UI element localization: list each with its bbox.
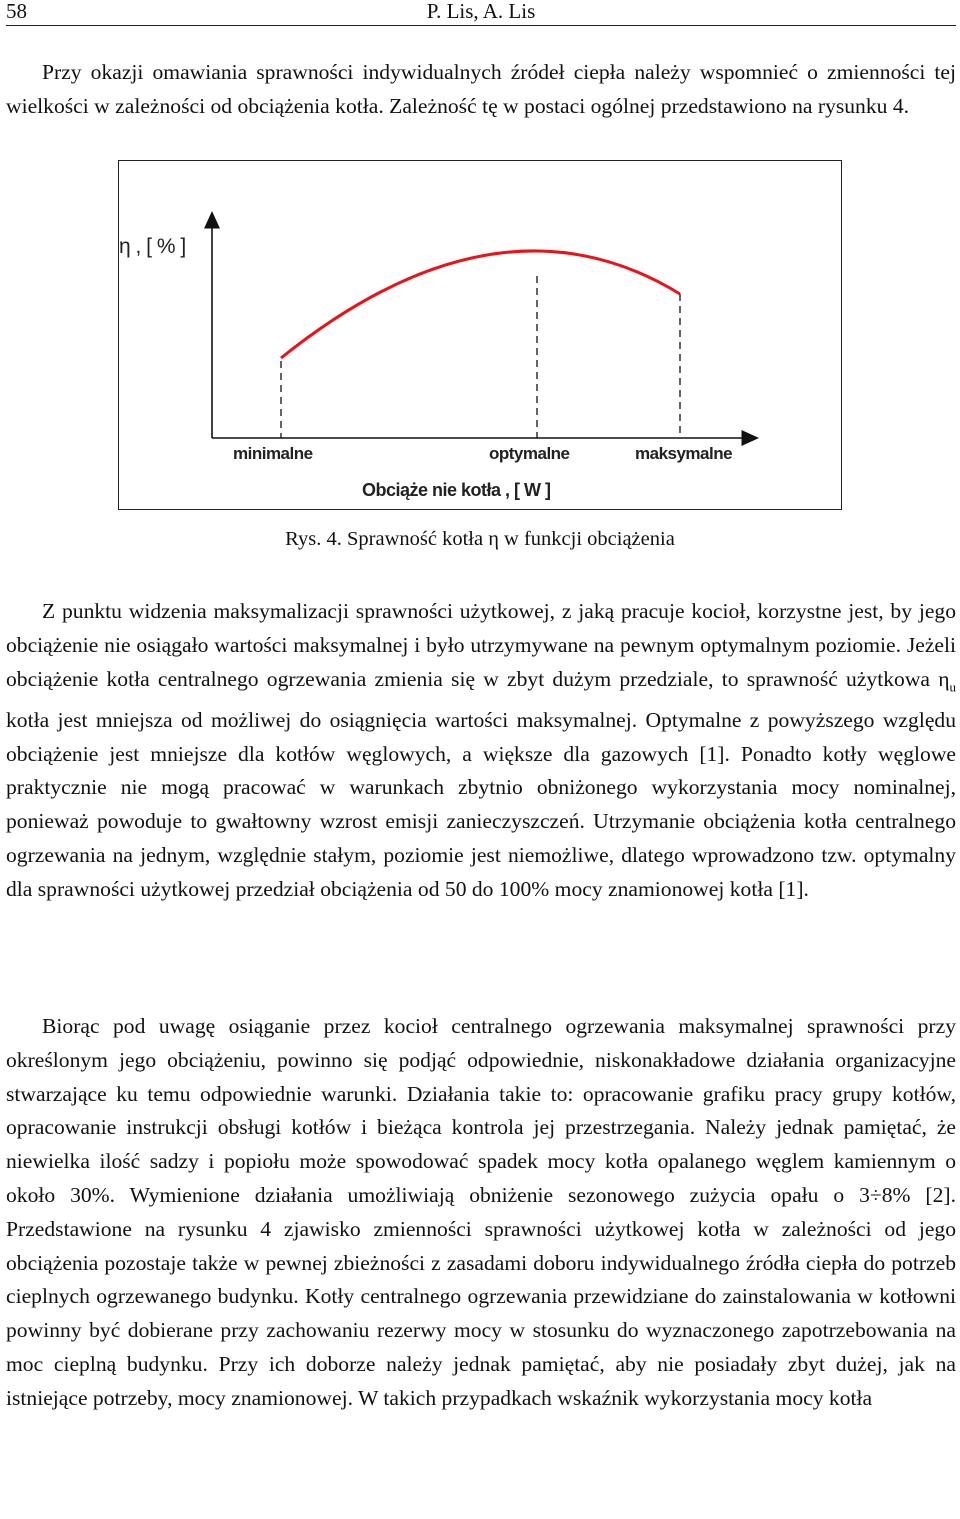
paragraph-1-part-2: kotła jest mniejsza od możliwej do osiągnięcia wartości maksymalnej. Optymalne z powyższego względu obciążenie jest mniejsze dla kotłów węglowych, a większe dla gazowych [1]. Ponadto kotły węglowe praktycznie nie mogą pracować w warunkach zbytnio obniżonego wykorzystania mocy nominalnej, ponieważ powoduje to gwałtowny wzrost emisji zanieczyszczeń. Utrzymanie obciążenia kotła centralnego ogrzewania na jednym, względnie stałym, poziomie jest niemożliwe, dlatego wprowadzono tzw. optymalny dla sprawności użytkowej przedział obciążenia od 50 do 100% mocy znamionowej kotła [1]. xyxy=(6,707,956,901)
figure-caption: Rys. 4. Sprawność kotła η w funkcji obciążenia xyxy=(285,528,675,550)
page-number: 58 xyxy=(6,0,27,23)
running-head-authors: P. Lis, A. Lis xyxy=(426,0,536,23)
x-tick-optimal: optymalne xyxy=(489,444,570,463)
y-axis-label: η , [ % ] xyxy=(119,235,186,258)
efficiency-curve xyxy=(281,251,680,358)
x-axis-title: Obciąże nie kotła , [ W ] xyxy=(362,480,551,500)
figure-4-efficiency-chart xyxy=(118,160,842,510)
body-paragraph-1 xyxy=(6,595,956,906)
body-paragraph-2: Biorąc pod uwagę osiąganie przez kocioł centralnego ogrzewania maksymalnej sprawności przy określonym jego obciążeniu, powinno się podjąć odpowiednie, niskonakładowe działania organizacyjne stwarzające ku temu odpowiednie warunki. Działania takie to: opracowanie grafiku pracy grupy kotłów, opracowanie instrukcji obsługi kotłów i bieżąca kontrola jej przestrzegania. Należy jednak pamiętać, że niewielka ilość sadzy i popiołu może spowodować spadek mocy kotła opalanego węglem kamiennym o około 30%. Wymienione działania umożliwiają obniżenie sezonowego zużycia opału o 3÷8% [2]. Przedstawione na rysunku 4 zjawisko zmienności sprawności użytkowej kotła w zależności od jego obciążenia pozostaje także w pewnej zbieżności z zasadami doboru indywidualnego źródła ciepła do potrzeb cieplnych ogrzewanego budynku. Kotły centralnego ogrzewania przewidziane do zainstalowania w kotłowni powinny być dobierane przy zachowaniu rezerwy mocy w stosunku do wyznaczonego zapotrzebowania na moc cieplną budynku. Przy ich doborze należy jednak pamiętać, aby nie posiadały zbyt dużej, jak na istniejące potrzeby, mocy znamionowej. W takich przypadkach wskaźnik wykorzystania mocy kotła xyxy=(6,1014,956,1410)
x-tick-minimal: minimalne xyxy=(233,444,313,463)
intro-paragraph: Przy okazji omawiania sprawności indywidualnych źródeł ciepła należy wspomnieć o zmienności tej wielkości w zależności od obciążenia kotła. Zależność tę w postaci ogólnej przedstawiono na rysunku 4. xyxy=(6,60,956,118)
eta-subscript: u xyxy=(949,678,956,694)
x-tick-maximal: maksymalne xyxy=(635,444,733,463)
page-header xyxy=(6,0,956,26)
header-rule xyxy=(6,25,956,26)
efficiency-curve-plot xyxy=(119,161,843,511)
paragraph-1-part-1: Z punktu widzenia maksymalizacji sprawności użytkowej, z jaką pracuje kocioł, korzystne jest, by jego obciążenie nie osiągało wartości maksymalnej i było utrzymywane na pewnym optymalnym poziomie. Jeżeli obciążenie kotła centralnego ogrzewania zmienia się w zbyt dużym przedziale, to sprawność użytkowa η xyxy=(6,599,956,691)
